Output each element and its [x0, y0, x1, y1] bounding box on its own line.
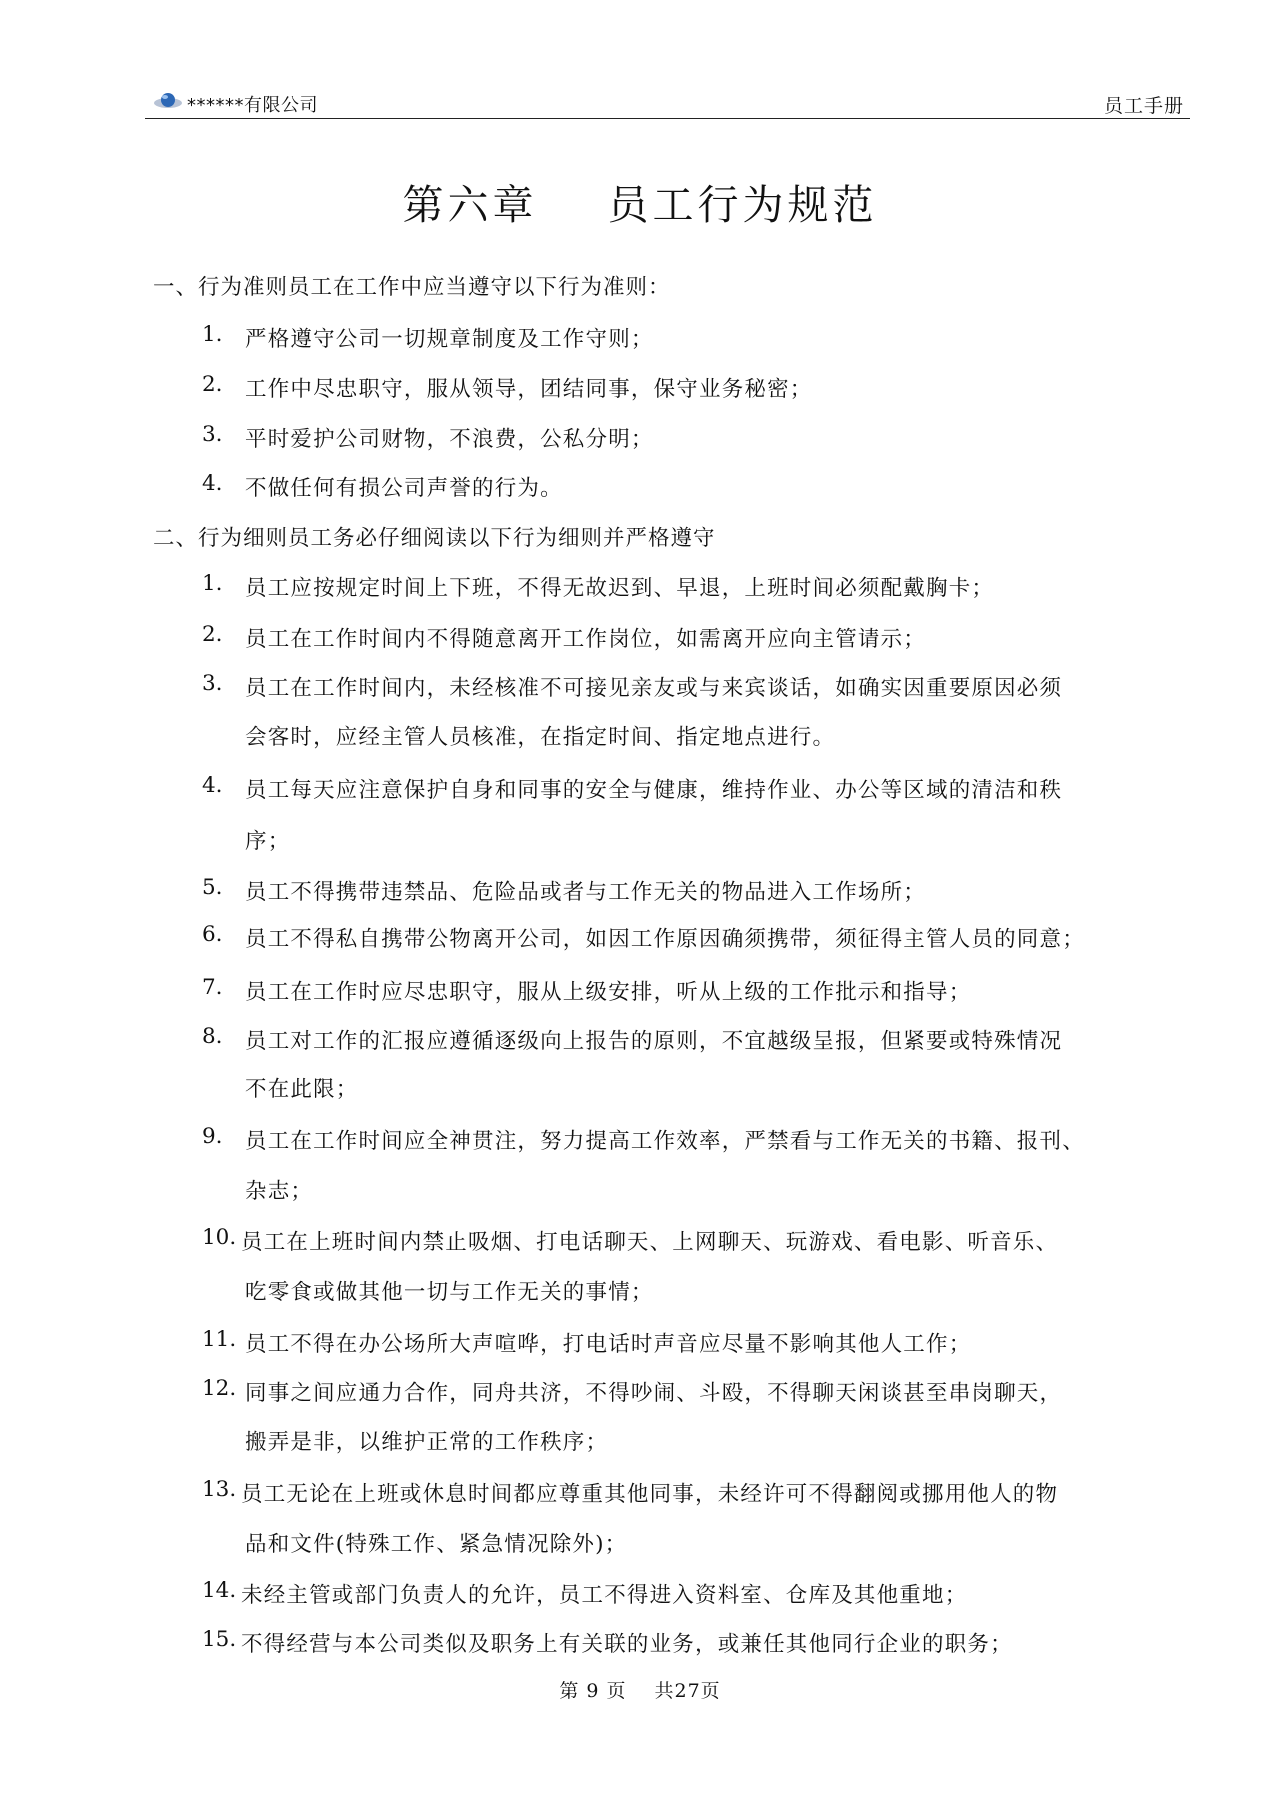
page-total: 共27页 — [654, 1680, 721, 1702]
item-text: 员工在工作时应尽忠职守，服从上级安排，听从上级的工作批示和指导； — [245, 980, 972, 1005]
item-number: 5. — [202, 875, 223, 900]
item-text: 不得经营与本公司类似及职务上有关联的业务，或兼任其他同行企业的职务； — [241, 1632, 1013, 1657]
chapter-name: 员工行为规范 — [607, 181, 878, 229]
item-text-continuation: 品和文件(特殊工作、紧急情况除外)； — [245, 1532, 628, 1557]
item-number: 10. — [202, 1225, 237, 1250]
item-number: 7. — [202, 975, 223, 1000]
item-text: 严格遵守公司一切规章制度及工作守则； — [245, 327, 654, 352]
item-number: 1. — [202, 571, 223, 596]
item-text: 员工不得携带违禁品、危险品或者与工作无关的物品进入工作场所； — [245, 880, 927, 905]
item-text: 员工在工作时间应全神贯注，努力提高工作效率，严禁看与工作无关的书籍、报刊、 — [245, 1129, 1085, 1154]
item-text: 员工对工作的汇报应遵循逐级向上报告的原则，不宜越级呈报，但紧要或特殊情况 — [245, 1029, 1063, 1054]
item-text: 员工在工作时间内不得随意离开工作岗位，如需离开应向主管请示； — [245, 627, 927, 652]
item-text-continuation: 杂志； — [245, 1179, 314, 1204]
item-number: 6. — [202, 922, 223, 947]
item-text: 员工每天应注意保护自身和同事的安全与健康，维持作业、办公等区域的清洁和秩 — [245, 778, 1063, 803]
item-text: 工作中尽忠职守，服从领导，团结同事，保守业务秘密； — [245, 377, 813, 402]
section-heading-2: 二、行为细则员工务必仔细阅读以下行为细则并严格遵守 — [153, 526, 716, 551]
chapter-number: 第六章 — [402, 181, 538, 229]
item-number: 13. — [202, 1477, 237, 1502]
item-text: 未经主管或部门负责人的允许，员工不得进入资料室、仓库及其他重地； — [241, 1583, 968, 1608]
item-text: 员工无论在上班或休息时间都应尊重其他同事，未经许可不得翻阅或挪用他人的物 — [241, 1482, 1059, 1507]
item-number: 2. — [202, 622, 223, 647]
item-number: 11. — [202, 1327, 237, 1352]
document-type: 员工手册 — [1103, 95, 1184, 117]
item-text-continuation: 不在此限； — [245, 1077, 359, 1102]
item-number: 4. — [202, 471, 223, 496]
item-text: 同事之间应通力合作，同舟共济，不得吵闹、斗殴，不得聊天闲谈甚至串岗聊天， — [245, 1381, 1063, 1406]
item-text-continuation: 搬弄是非，以维护正常的工作秩序； — [245, 1430, 609, 1455]
item-text: 员工应按规定时间上下班，不得无故迟到、早退，上班时间必须配戴胸卡； — [245, 576, 995, 601]
item-number: 8. — [202, 1024, 223, 1049]
item-number: 15. — [202, 1627, 237, 1652]
item-number: 2. — [202, 372, 223, 397]
item-number: 4. — [202, 773, 223, 798]
company-logo-icon — [153, 92, 183, 112]
item-text: 员工在工作时间内，未经核准不可接见亲友或与来宾谈话，如确实因重要原因必须 — [245, 676, 1063, 701]
item-number: 3. — [202, 671, 223, 696]
item-text: 员工不得私自携带公物离开公司，如因工作原因确须携带，须征得主管人员的同意； — [245, 927, 1085, 952]
item-text: 平时爱护公司财物，不浪费，公私分明； — [245, 427, 654, 452]
item-text: 不做任何有损公司声誉的行为。 — [245, 476, 563, 501]
chapter-title — [0, 172, 1280, 231]
item-number: 12. — [202, 1376, 237, 1401]
page-footer — [0, 1676, 1280, 1703]
item-number: 3. — [202, 422, 223, 447]
page-number: 第 9 页 — [559, 1680, 627, 1702]
section-heading-1: 一、行为准则员工在工作中应当遵守以下行为准则： — [153, 275, 671, 300]
item-number: 9. — [202, 1124, 223, 1149]
item-text-continuation: 吃零食或做其他一切与工作无关的事情； — [245, 1280, 654, 1305]
item-text: 员工在上班时间内禁止吸烟、打电话聊天、上网聊天、玩游戏、看电影、听音乐、 — [241, 1230, 1059, 1255]
item-number: 1. — [202, 322, 223, 347]
page-header — [145, 88, 1190, 119]
item-text-continuation: 序； — [245, 829, 291, 854]
item-number: 14. — [202, 1578, 237, 1603]
item-text: 员工不得在办公场所大声喧哗，打电话时声音应尽量不影响其他人工作； — [245, 1332, 972, 1357]
company-name: ******有限公司 — [187, 95, 318, 116]
item-text-continuation: 会客时，应经主管人员核准，在指定时间、指定地点进行。 — [245, 725, 836, 750]
